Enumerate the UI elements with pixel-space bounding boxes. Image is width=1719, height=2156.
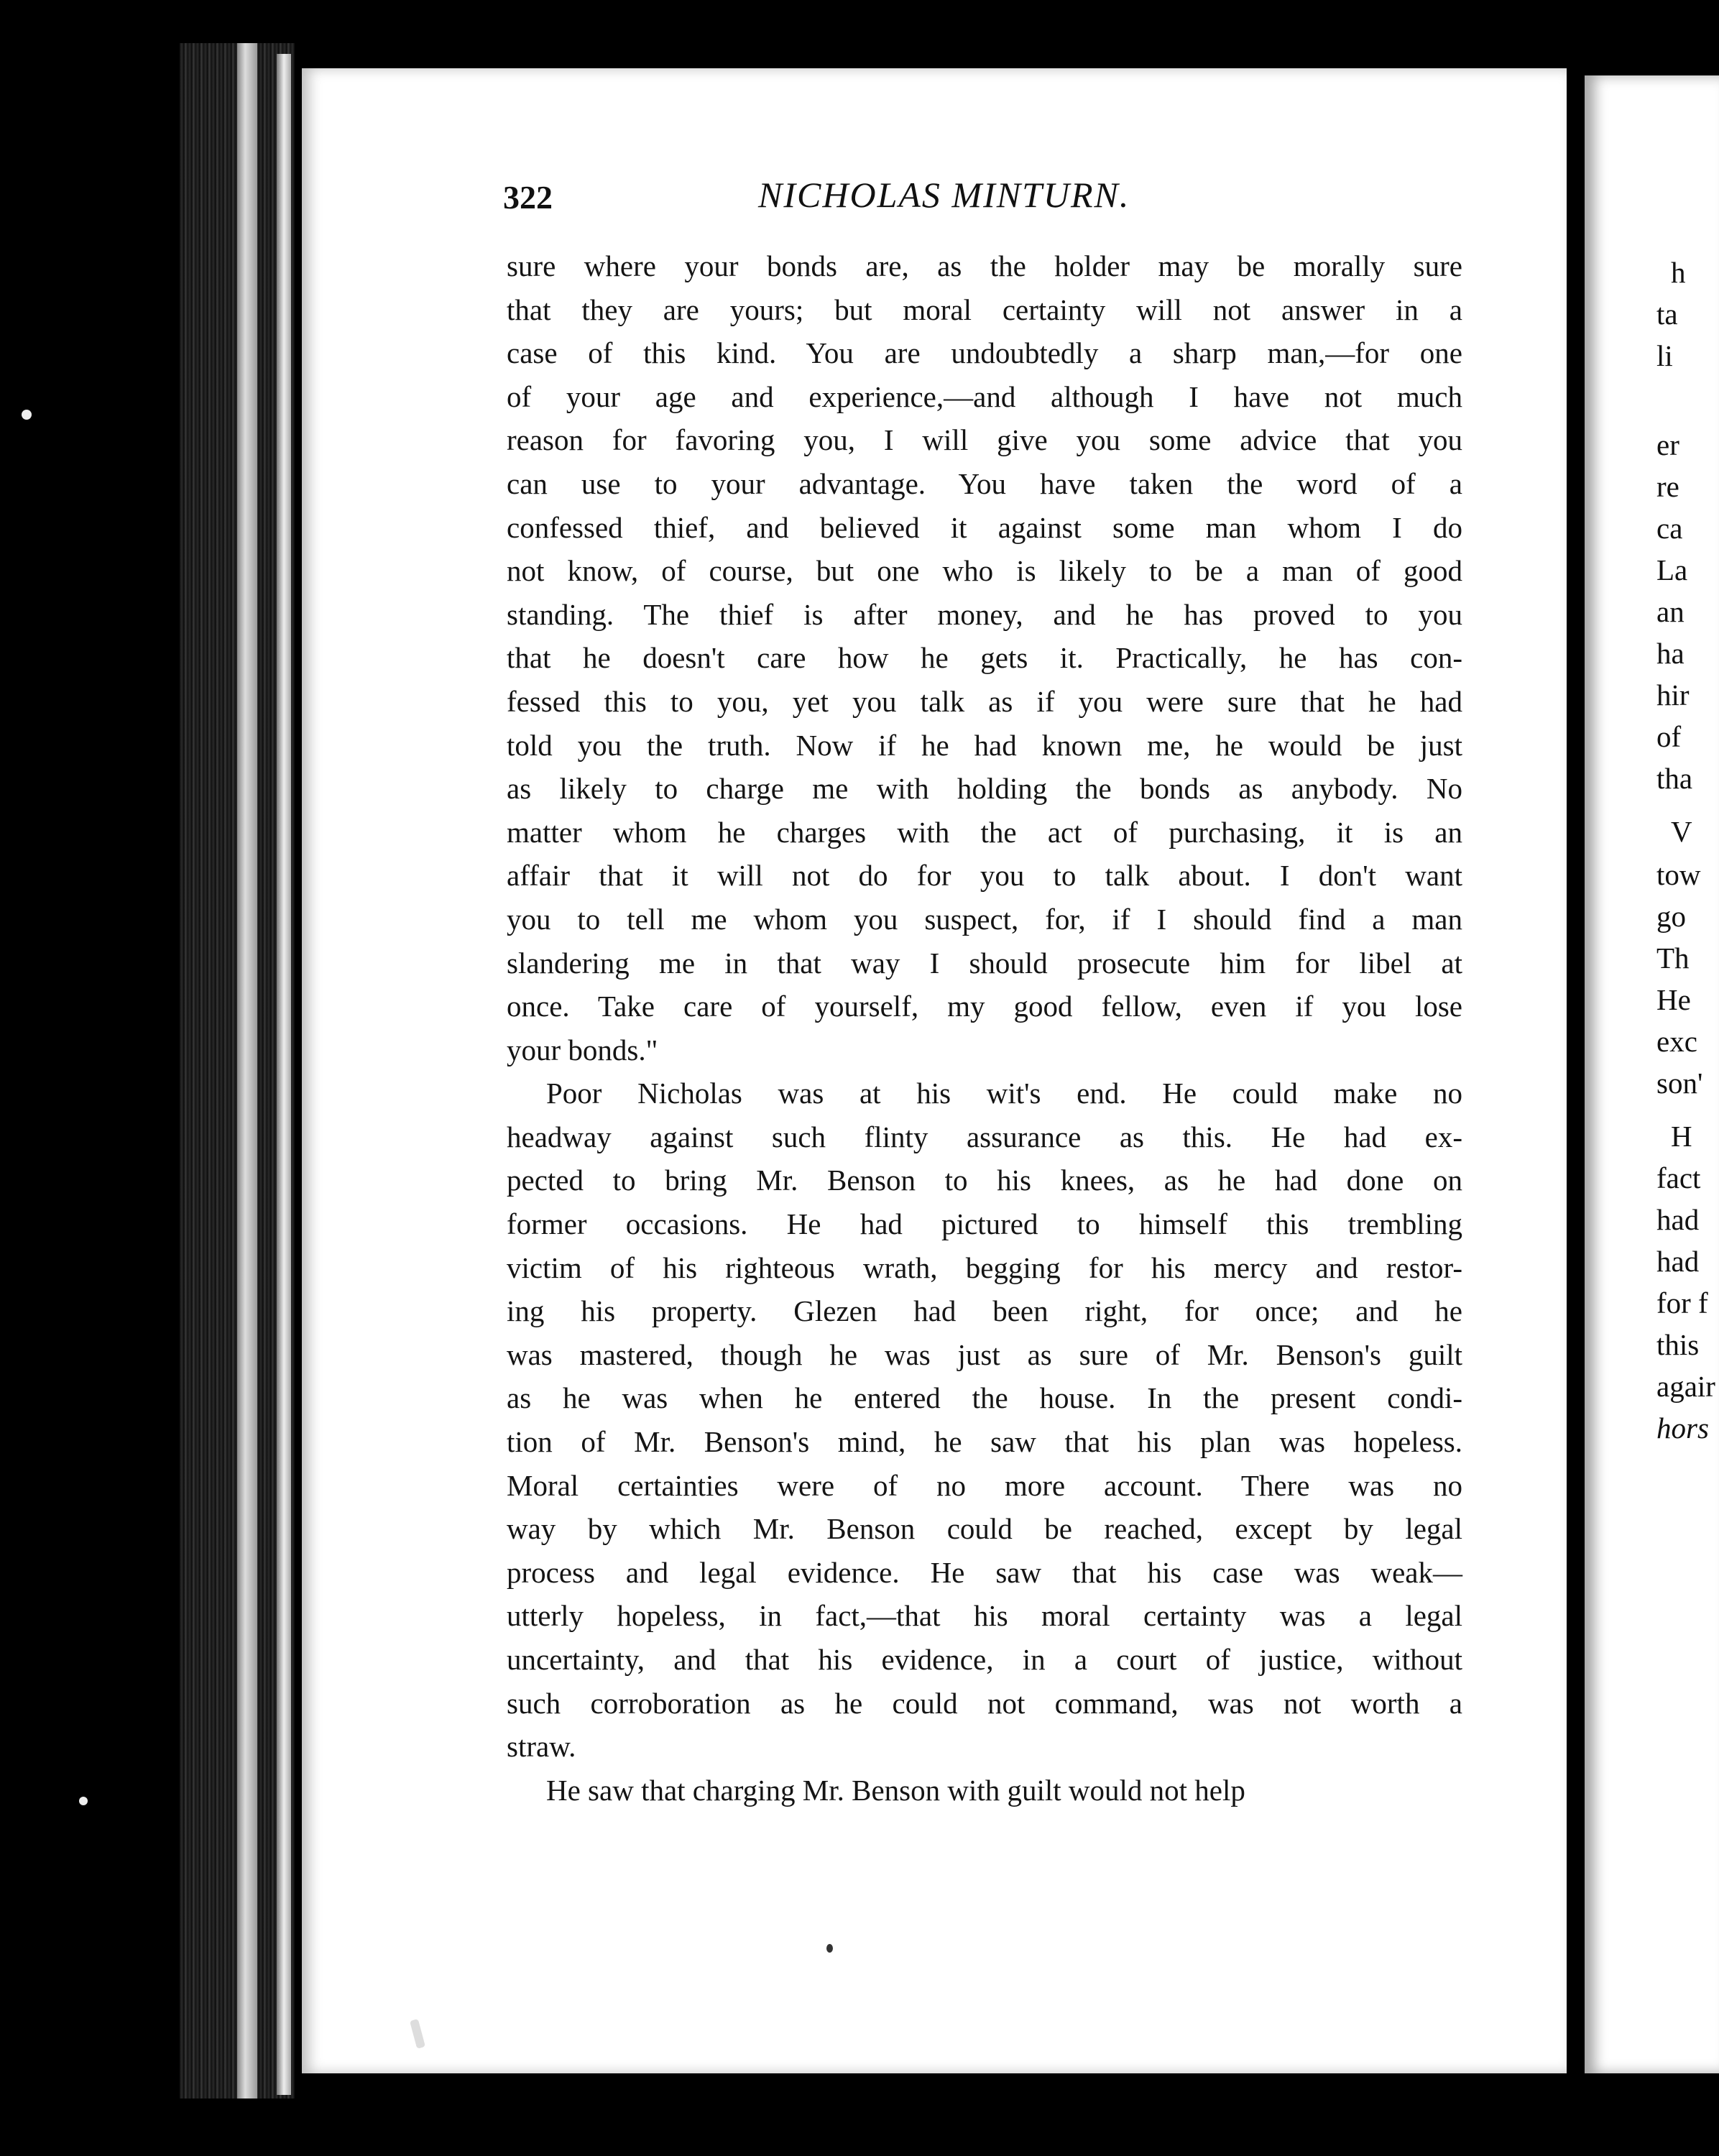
text-line: case of this kind. You are undoubtedly a sharp man,—for one bbox=[507, 336, 1462, 370]
text-line: once. Take care of yourself, my good fellow, even if you lose bbox=[507, 990, 1462, 1023]
right-page-fragment: hir bbox=[1656, 678, 1690, 711]
page-header bbox=[503, 175, 1480, 221]
text-line: confessed thief, and believed it against some man whom I do bbox=[507, 510, 1462, 544]
text-line: process and legal evidence. He saw that his case was weak— bbox=[507, 1555, 1462, 1589]
right-page-fragment: had bbox=[1656, 1245, 1700, 1278]
right-page-fragment: go bbox=[1656, 900, 1686, 933]
text-line: He saw that charging Mr. Benson with guilt would not help bbox=[546, 1773, 1245, 1807]
scan-speck bbox=[79, 1797, 88, 1805]
text-line: you to tell me whom you suspect, for, if I should find a man bbox=[507, 902, 1462, 936]
right-page-fragment: tow bbox=[1656, 858, 1701, 891]
text-line: as he was when he entered the house. In the present condi- bbox=[507, 1381, 1462, 1415]
text-line: standing. The thief is after money, and he has proved to you bbox=[507, 597, 1462, 631]
right-page-fragment: fact bbox=[1656, 1161, 1701, 1194]
right-page-fragment: had bbox=[1656, 1203, 1700, 1236]
right-page-fragment: hors bbox=[1656, 1411, 1709, 1445]
right-page-fragment: agair bbox=[1656, 1370, 1715, 1403]
right-page-fragment: er bbox=[1656, 428, 1679, 461]
text-line: sure where your bonds are, as the holder may be morally sure bbox=[507, 249, 1462, 282]
text-line: Moral certainties were of no more account. There was no bbox=[507, 1468, 1462, 1502]
running-title: NICHOLAS MINTURN. bbox=[758, 175, 1130, 215]
right-page-fragment: re bbox=[1656, 470, 1679, 503]
right-page-fragment: ha bbox=[1656, 637, 1685, 670]
text-line: former occasions. He had pictured to himself this trembling bbox=[507, 1207, 1462, 1241]
text-line: slandering me in that way I should prosecute him for libel at bbox=[507, 946, 1462, 980]
text-line: matter whom he charges with the act of purchasing, it is an bbox=[507, 815, 1462, 849]
text-line: your bonds." bbox=[507, 1033, 658, 1067]
text-line: utterly hopeless, in fact,—that his moral certainty was a legal bbox=[507, 1599, 1462, 1633]
scan-speck bbox=[826, 1944, 833, 1953]
right-page-fragment: exc bbox=[1656, 1025, 1697, 1058]
text-line: can use to your advantage. You have taken the word of a bbox=[507, 466, 1462, 500]
right-page-fragment: He bbox=[1656, 983, 1691, 1016]
text-line: pected to bring Mr. Benson to his knees, as he had done on bbox=[507, 1164, 1462, 1197]
page-number: 322 bbox=[503, 179, 553, 216]
right-page-fragment: tha bbox=[1656, 762, 1693, 795]
book-page-edge-highlight bbox=[277, 54, 291, 2095]
right-page-fragment: for f bbox=[1656, 1286, 1708, 1319]
text-line: Poor Nicholas was at his wit's end. He could make no bbox=[546, 1077, 1462, 1110]
text-line: straw. bbox=[507, 1730, 576, 1764]
right-page-fragment: of bbox=[1656, 720, 1682, 753]
text-line: not know, of course, but one who is likely to be a man of good bbox=[507, 554, 1462, 588]
text-line: ing his property. Glezen had been right, for once; and he bbox=[507, 1294, 1462, 1328]
text-line: tion of Mr. Benson's mind, he saw that his plan was hopeless. bbox=[507, 1425, 1462, 1459]
text-line: affair that it will not do for you to talk about. I don't want bbox=[507, 859, 1462, 893]
text-line: of your age and experience,—and although I have not much bbox=[507, 379, 1462, 413]
right-page-fragment: H bbox=[1671, 1120, 1692, 1153]
text-line: victim of his righteous wrath, begging for his mercy and restor- bbox=[507, 1250, 1462, 1284]
text-line: that they are yours; but moral certainty will not answer in a bbox=[507, 292, 1462, 326]
text-line: that he doesn't care how he gets it. Practically, he has con- bbox=[507, 641, 1462, 675]
right-page-fragment: ta bbox=[1656, 298, 1678, 331]
right-page-fragment: this bbox=[1656, 1328, 1700, 1361]
text-line: headway against such flinty assurance as this. He had ex- bbox=[507, 1120, 1462, 1153]
text-line: uncertainty, and that his evidence, in a court of justice, without bbox=[507, 1643, 1462, 1676]
right-page-fragment: Th bbox=[1656, 941, 1690, 975]
text-line: reason for favoring you, I will give you some advice that you bbox=[507, 423, 1462, 457]
book-page-edge-highlight bbox=[237, 43, 257, 2099]
right-page-fragment: V bbox=[1671, 815, 1692, 848]
right-page-fragment: an bbox=[1656, 595, 1685, 628]
scan-speck bbox=[22, 410, 32, 420]
right-page-fragment: h bbox=[1671, 256, 1686, 289]
right-page-fragment: ca bbox=[1656, 512, 1683, 545]
text-line: way by which Mr. Benson could be reached, except by legal bbox=[507, 1512, 1462, 1546]
right-page-fragment: son' bbox=[1656, 1067, 1703, 1100]
page-body-text bbox=[507, 244, 1462, 1812]
text-line: told you the truth. Now if he had known me, he would be just bbox=[507, 728, 1462, 762]
right-page-fragment: La bbox=[1656, 553, 1688, 586]
right-page-fragment: li bbox=[1656, 339, 1673, 372]
text-line: such corroboration as he could not command, was not worth a bbox=[507, 1686, 1462, 1720]
text-line: as likely to charge me with holding the bonds as anybody. No bbox=[507, 772, 1462, 806]
text-line: fessed this to you, yet you talk as if you were sure that he had bbox=[507, 684, 1462, 718]
text-line: was mastered, though he was just as sure of Mr. Benson's guilt bbox=[507, 1337, 1462, 1371]
